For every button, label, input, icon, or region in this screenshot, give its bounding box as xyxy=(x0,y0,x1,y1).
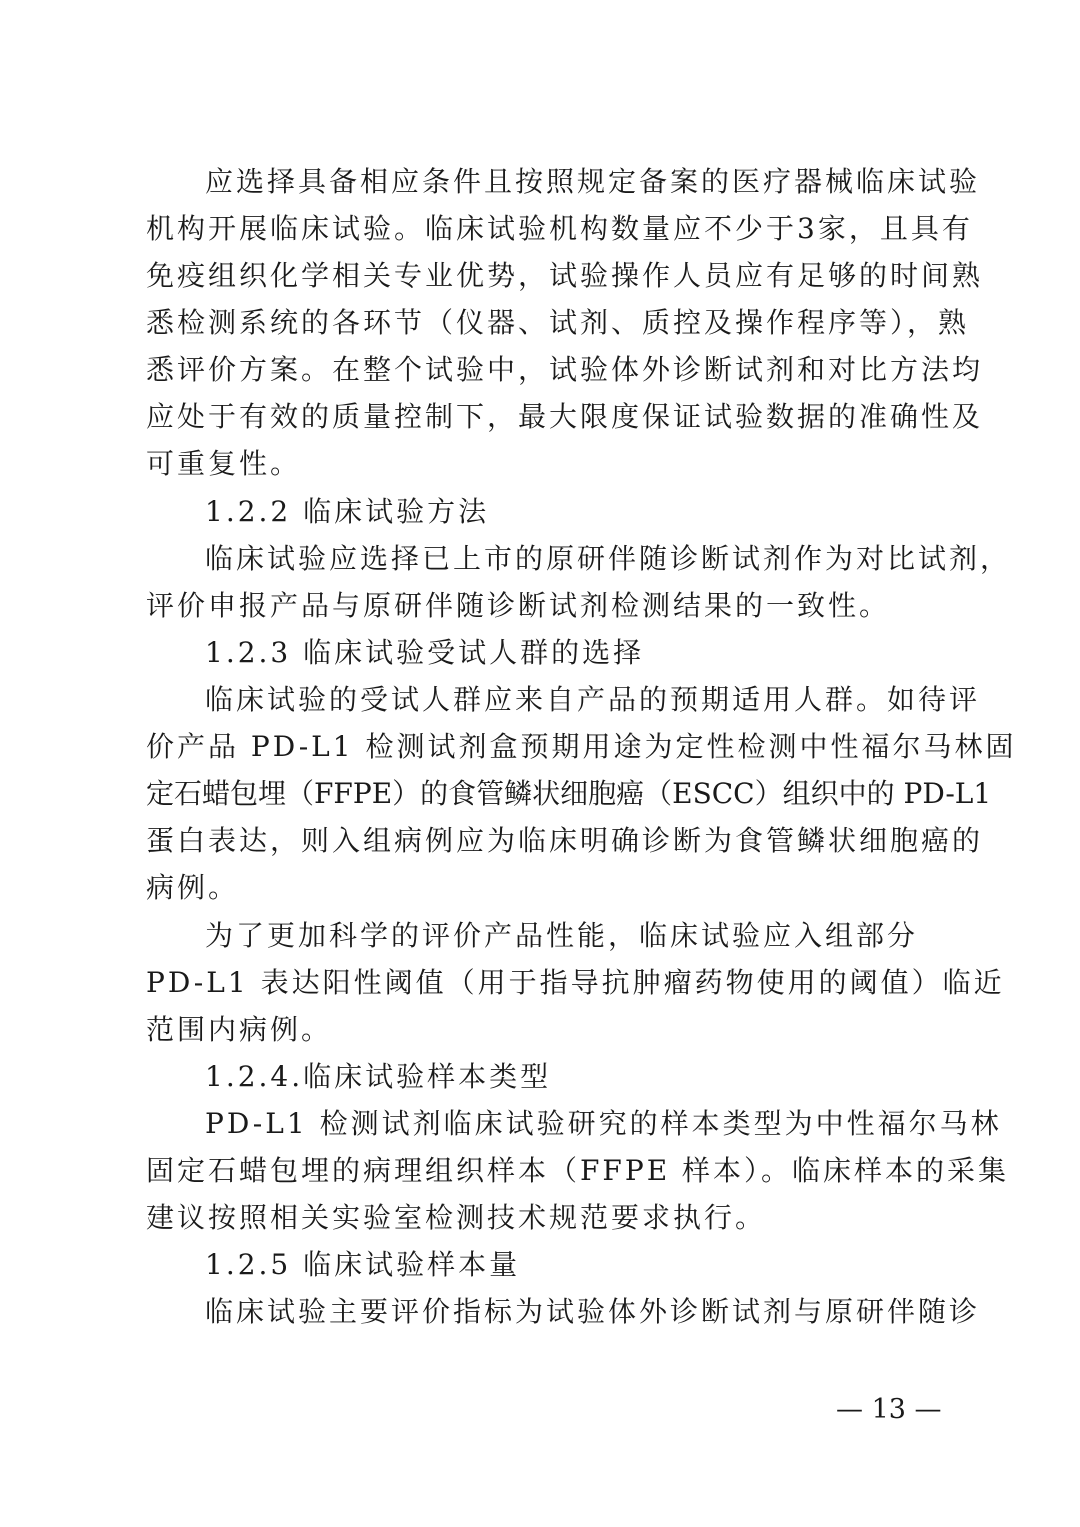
paragraph-line: 免疫组织化学相关专业优势，试验操作人员应有足够的时间熟 xyxy=(146,259,984,292)
paragraph-line: 价产品 PD-L1 检测试剂盒预期用途为定性检测中性福尔马林固 xyxy=(146,730,1017,763)
paragraph-line: 可重复性。 xyxy=(146,447,302,480)
paragraph-line: 临床试验的受试人群应来自产品的预期适用人群。如待评 xyxy=(205,683,981,716)
section-heading: 1.2.2 临床试验方法 xyxy=(205,495,490,528)
paragraph-line: 评价申报产品与原研伴随诊断试剂检测结果的一致性。 xyxy=(146,589,891,622)
paragraph-line: 范围内病例。 xyxy=(146,1013,333,1046)
paragraph-line: 临床试验主要评价指标为试验体外诊断试剂与原研伴随诊 xyxy=(205,1295,981,1328)
paragraph-line: 为了更加科学的评价产品性能，临床试验应入组部分 xyxy=(205,919,919,952)
paragraph-line: 机构开展临床试验。临床试验机构数量应不少于3家，且具有 xyxy=(146,212,973,245)
section-heading: 1.2.3 临床试验受试人群的选择 xyxy=(205,636,645,669)
section-heading: 1.2.4.临床试验样本类型 xyxy=(205,1060,552,1093)
paragraph-line: 临床试验应选择已上市的原研伴随诊断试剂作为对比试剂， xyxy=(205,542,1012,575)
paragraph-line: PD-L1 检测试剂临床试验研究的样本类型为中性福尔马林 xyxy=(205,1107,1002,1140)
paragraph-line: 悉检测系统的各环节（仪器、试剂、质控及操作程序等），熟 xyxy=(146,306,970,339)
paragraph-line: 建议按照相关实验室检测技术规范要求执行。 xyxy=(146,1201,767,1234)
paragraph-line: 蛋白表达，则入组病例应为临床明确诊断为食管鳞状细胞癌的 xyxy=(146,824,984,857)
paragraph-line: 病例。 xyxy=(146,871,240,904)
paragraph-line: PD-L1 表达阳性阈值（用于指导抗肿瘤药物使用的阈值）临近 xyxy=(146,966,1005,999)
paragraph-line: 应处于有效的质量控制下，最大限度保证试验数据的准确性及 xyxy=(146,400,984,433)
section-heading: 1.2.5 临床试验样本量 xyxy=(205,1248,521,1281)
paragraph-line: 应选择具备相应条件且按照规定备案的医疗器械临床试验 xyxy=(205,165,981,198)
paragraph-line: 悉评价方案。在整个试验中，试验体外诊断试剂和对比方法均 xyxy=(146,353,984,386)
paragraph-line: 定石蜡包埋（FFPE）的食管鳞状细胞癌（ESCC）组织中的 PD-L1 xyxy=(146,777,992,810)
page-number: — 13 — xyxy=(836,1394,942,1425)
paragraph-line: 固定石蜡包埋的病理组织样本（FFPE 样本）。临床样本的采集 xyxy=(146,1154,1010,1187)
